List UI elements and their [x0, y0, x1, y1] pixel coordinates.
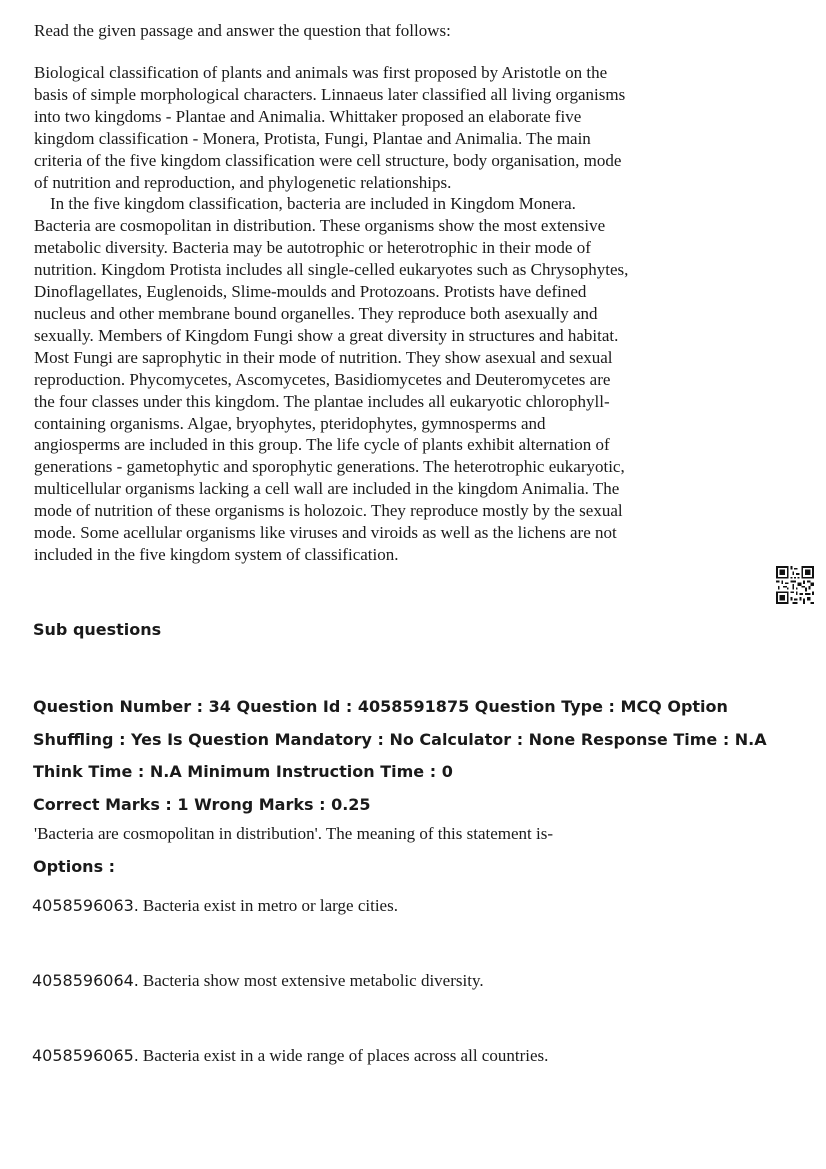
option-text: Bacteria show most extensive metabolic diversity. — [142, 971, 484, 990]
passage-paragraph-1: Biological classification of plants and animals was first proposed by Aristotle on the basis of simple morphological characters. Linnaeus later classified all living organisms into two kingdoms - Plantae and Animalia. Whittaker proposed an elaborate five kingdom classification - Monera, Protista, Fungi, Plantae and Animalia. The main criteria of the five kingdom classification were cell structure, body organisation, mode of nutrition and reproduction, and phylogenetic relationships. — [34, 63, 626, 192]
options-heading: Options : — [33, 857, 116, 876]
question-meta: Question Number : 34 Question Id : 4058591875 Question Type : MCQ Option Shuffling : Yes Is Question Mandatory : No Calculator : None Response Time : N.A Think Time : N.A Minimum Instruction Time : 0 — [33, 697, 767, 781]
option-item[interactable] — [32, 896, 398, 916]
passage-paragraph-2: In the five kingdom classification, bacteria are included in Kingdom Monera. Bacteria are cosmopolitan in distribution. These organisms show the most extensive metabolic diversity. Bacteria may be autotrophic or heterotrophic in their mode of nutrition. Kingdom Protista includes all single-celled eukaryotes such as Chrysophytes, Dinoflagellates, Euglenoids, Slime-moulds and Protozoans. Protists have defined nucleus and other membrane bound organelles. They reproduce both asexually and sexually. Members of Kingdom Fungi show a great diversity in structures and habitat. Most Fungi are saprophytic in their mode of nutrition. They show asexual and sexual reproduction. Phycomycetes, Ascomycetes, Basidiomycetes and Deuteromycetes are the four classes under this kingdom. The plantae includes all eukaryotic chlorophyll-containing organisms. Algae, bryophytes, pteridophytes, gymnosperms and angiosperms are included in this group. The life cycle of plants exhibit alternation of generations - gametophytic and sporophytic generations. The heterotrophic eukaryotic, multicellular organisms lacking a cell wall are included in the kingdom Animalia. The mode of nutrition of these organisms is holozoic. They reproduce mostly by the sexual mode. Some acellular organisms like viruses and viroids as well as the lichens are not included in the five kingdom system of classification. — [34, 194, 629, 564]
reading-passage — [34, 62, 634, 566]
option-item[interactable] — [32, 1046, 548, 1066]
sub-questions-heading: Sub questions — [33, 620, 162, 639]
instruction-text: Read the given passage and answer the question that follows: — [34, 21, 451, 40]
option-text: Bacteria exist in a wide range of places across all countries. — [142, 1046, 549, 1065]
qr-code-icon — [776, 566, 814, 604]
option-item[interactable] — [32, 971, 484, 991]
option-text: Bacteria exist in metro or large cities. — [142, 896, 398, 915]
option-id: 4058596063. — [32, 896, 139, 915]
marks-info: Correct Marks : 1 Wrong Marks : 0.25 — [33, 795, 371, 814]
option-id: 4058596064. — [32, 971, 139, 990]
question-text: 'Bacteria are cosmopolitan in distribution'. The meaning of this statement is- — [34, 824, 553, 843]
option-id: 4058596065. — [32, 1046, 139, 1065]
